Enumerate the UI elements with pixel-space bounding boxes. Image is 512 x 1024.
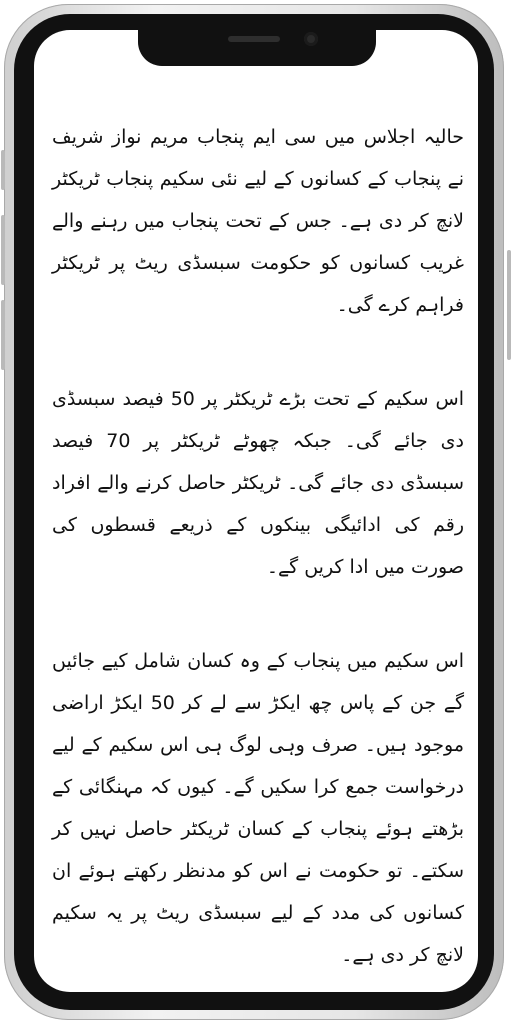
phone-notch bbox=[138, 22, 376, 66]
phone-screen bbox=[34, 30, 478, 992]
article-paragraph-3: اس سکیم میں پنجاب کے وہ کسان شامل کیے جائیں گے جن کے پاس چھ ایکڑ سے لے کر 50 ایکڑ اراضی موجود ہیں۔ صرف وہی لوگ ہی اس سکیم کے لیے درخواست جمع کرا سکیں گے۔ کیوں کہ مہنگائی کے بڑھتے ہوئے پنجاب کے کسان ٹریکٹر حاصل نہیں کر سکتے۔ تو حکومت نے اس کو مدنظر رکھتے ہوئے ان کسانوں کی مدد کے لیے سبسڈی ریٹ پر یہ سکیم لانچ کر دی ہے۔ bbox=[52, 650, 464, 966]
power-button bbox=[507, 250, 511, 360]
volume-up-button bbox=[1, 215, 5, 285]
article-paragraph-1: حالیہ اجلاس میں سی ایم پنجاب مریم نواز شریف نے پنجاب کے کسانوں کے لیے نئی سکیم پنجاب ٹریکٹر لانچ کر دی ہے۔ جس کے تحت پنجاب میں رہنے والے غریب کسانوں کو حکومت سبسڈی ریٹ پر ٹریکٹر فراہم کرے گی۔ bbox=[52, 126, 464, 316]
mute-switch bbox=[1, 150, 5, 190]
speaker-icon bbox=[228, 36, 280, 42]
article-text bbox=[52, 116, 464, 992]
volume-down-button bbox=[1, 300, 5, 370]
camera-icon bbox=[304, 32, 318, 46]
article-paragraph-2: اس سکیم کے تحت بڑے ٹریکٹر پر 50 فیصد سبسڈی دی جائے گی۔ جبکہ چھوٹے ٹریکٹر پر 70 فیصد سبسڈی دی جائے گی۔ ٹریکٹر حاصل کرنے والے افراد رقم کی ادائیگی بینکوں کے ذریعے قسطوں کی صورت میں ادا کریں گے۔ bbox=[52, 388, 464, 578]
